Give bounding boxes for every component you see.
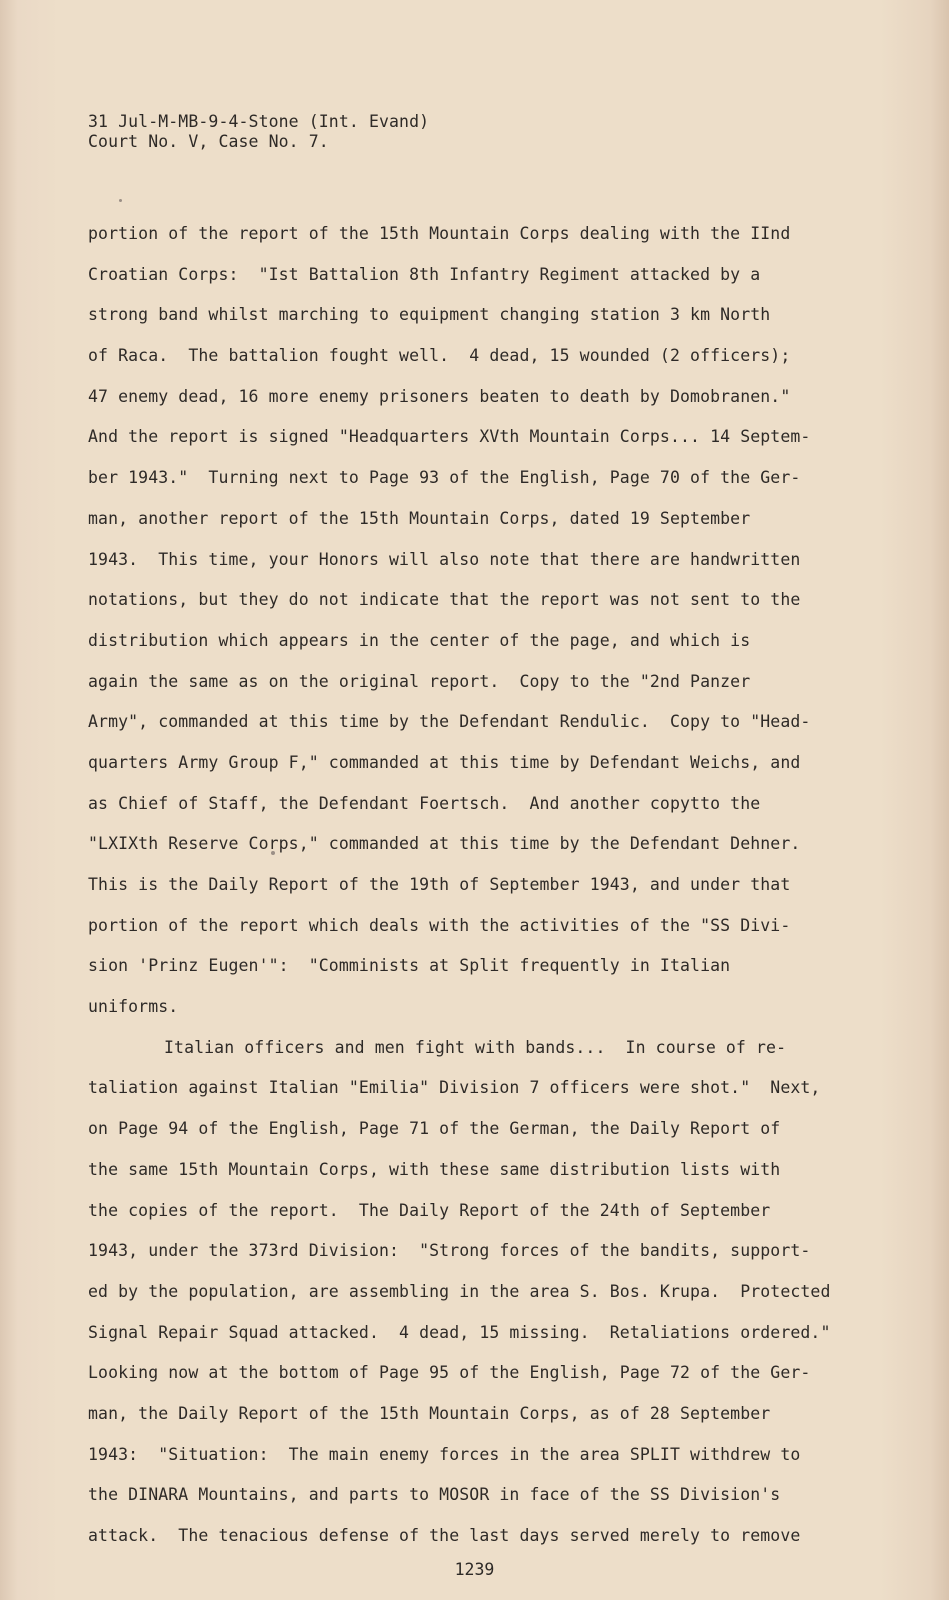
text-line: man, the Daily Report of the 15th Mountain Corps, as of 28 September <box>88 1403 771 1423</box>
text-line: again the same as on the original report. Copy to the "2nd Panzer <box>88 671 751 691</box>
text-line: 47 enemy dead, 16 more enemy prisoners beaten to death by Domobranen." <box>88 386 791 406</box>
text-line: notations, but they do not indicate that the report was not sent to the <box>88 590 801 610</box>
text-line: distribution which appears in the center of the page, and which is <box>88 630 751 650</box>
text-line: as Chief of Staff, the Defendant Foertsch. And another copytto the <box>88 793 761 813</box>
page-number: 1239 <box>454 1560 495 1579</box>
paragraph-start-line: Italian officers and men fight with bands... In course of re- <box>164 1037 787 1057</box>
text-line: Croatian Corps: "Ist Battalion 8th Infantry Regiment attacked by a <box>88 264 761 284</box>
text-line: of Raca. The battalion fought well. 4 dead, 15 wounded (2 officers); <box>88 346 791 366</box>
text-line: uniforms. <box>88 997 179 1017</box>
text-line: on Page 94 of the English, Page 71 of the German, the Daily Report of <box>88 1119 781 1139</box>
text-line: man, another report of the 15th Mountain Corps, dated 19 September <box>88 508 751 528</box>
text-line: taliation against Italian "Emilia" Division 7 officers were shot." Next, <box>88 1078 821 1098</box>
paper-speck <box>119 199 122 202</box>
text-line: And the report is signed "Headquarters XVth Mountain Corps... 14 Septem- <box>88 427 811 447</box>
text-line: attack. The tenacious defense of the last days served merely to remove <box>88 1526 801 1545</box>
text-line: Signal Repair Squad attacked. 4 dead, 15 missing. Retaliations ordered." <box>88 1322 831 1342</box>
text-line: 1943: "Situation: The main enemy forces in the area SPLIT withdrew to <box>88 1444 801 1464</box>
transcript-body <box>88 214 878 1557</box>
header-line-reference: 31 Jul-M-MB-9-4-Stone (Int. Evand) <box>88 112 430 131</box>
text-line: 1943, under the 373rd Division: "Strong forces of the bandits, support- <box>88 1241 811 1261</box>
text-line: the DINARA Mountains, and parts to MOSOR in face of the SS Division's <box>88 1485 781 1505</box>
text-line: ed by the population, are assembling in the area S. Bos. Krupa. Protected <box>88 1281 831 1301</box>
text-line: strong band whilst marching to equipment changing station 3 km North <box>88 305 771 325</box>
text-line: sion 'Prinz Eugen'": "Comminists at Split frequently in Italian <box>88 956 731 976</box>
text-line: "LXIXth Reserve Corps," commanded at this time by the Defendant Dehner. <box>88 834 801 854</box>
document-header <box>88 112 429 152</box>
header-line-court: Court No. V, Case No. 7. <box>88 132 329 151</box>
text-line: the copies of the report. The Daily Report of the 24th of September <box>88 1200 771 1220</box>
text-line: ber 1943." Turning next to Page 93 of the English, Page 70 of the Ger- <box>88 468 801 488</box>
text-line: This is the Daily Report of the 19th of September 1943, and under that <box>88 875 791 894</box>
text-line: Army", commanded at this time by the Defendant Rendulic. Copy to "Head- <box>88 712 811 732</box>
text-line: portion of the report which deals with the activities of the "SS Divi- <box>88 915 791 935</box>
text-line: Looking now at the bottom of Page 95 of the English, Page 72 of the Ger- <box>88 1363 811 1383</box>
text-line: portion of the report of the 15th Mountain Corps dealing with the IInd <box>88 224 791 243</box>
text-line: 1943. This time, your Honors will also note that there are handwritten <box>88 549 801 569</box>
text-line: the same 15th Mountain Corps, with these same distribution lists with <box>88 1159 781 1179</box>
text-line: quarters Army Group F," commanded at this time by Defendant Weichs, and <box>88 752 801 772</box>
